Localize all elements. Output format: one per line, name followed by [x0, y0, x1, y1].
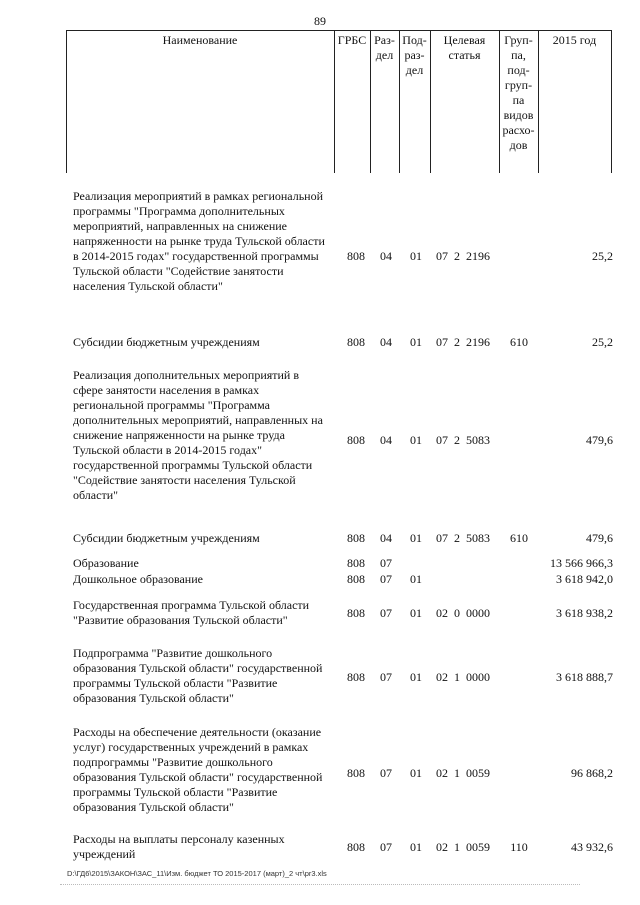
file-path-footer: D:\ГД6\2015\ЗАКОН\ЗАС_11\Изм. бюджет ТО 2015-2017 (март)_2 чт\pr3.xls [67, 869, 327, 878]
header-grbs: ГРБС [337, 33, 367, 47]
row-grbs: 808 [347, 606, 365, 620]
row-target [436, 531, 492, 546]
row-razdel: 04 [380, 531, 392, 545]
target-subprogram: 1 [454, 766, 460, 780]
row-razdel: 07 [380, 556, 392, 570]
target-subprogram: 2 [454, 249, 460, 263]
row-grbs: 808 [347, 572, 365, 586]
row-podrazdel: 01 [410, 249, 422, 263]
target-program: 02 [436, 840, 448, 854]
row-podrazdel: 01 [410, 840, 422, 854]
row-podrazdel: 01 [410, 335, 422, 349]
target-program: 07 [436, 433, 448, 447]
table-header [66, 30, 612, 173]
column-divider [538, 30, 539, 173]
row-target [436, 840, 492, 855]
target-program: 07 [436, 249, 448, 263]
target-direction: 5083 [466, 531, 490, 545]
row-grbs: 808 [347, 249, 365, 263]
row-grbs: 808 [347, 531, 365, 545]
row-target [436, 766, 492, 781]
target-subprogram: 2 [454, 433, 460, 447]
page-number: 89 [314, 14, 326, 28]
row-razdel: 04 [380, 335, 392, 349]
row-target [436, 433, 492, 448]
row-podrazdel: 01 [410, 766, 422, 780]
row-razdel: 07 [380, 606, 392, 620]
row-name: Реализация дополнительных мероприятий в сфере занятости населения в рамках региональной программы "Программа дополнительных мероприятий, направленных на снижение напряженности на рынке труда Тульской области в 2014-2015 годах" государственной программы Тульской области "Содействие занятости населения Тульской области" [73, 368, 323, 502]
header-podrazdel: Под- раз- дел [402, 33, 427, 77]
scan-artifact-line [60, 884, 580, 885]
row-razdel: 04 [380, 249, 392, 263]
row-grbs: 808 [347, 840, 365, 854]
row-grbs: 808 [347, 670, 365, 684]
row-podrazdel: 01 [410, 433, 422, 447]
row-amount: 13 566 966,3 [550, 556, 613, 570]
column-divider [611, 30, 612, 173]
row-amount: 3 618 942,0 [556, 572, 613, 586]
row-amount: 479,6 [586, 531, 613, 545]
row-grbs: 808 [347, 556, 365, 570]
header-name: Наименование [162, 33, 238, 47]
column-divider [334, 30, 335, 173]
header-target: Целевая статья [443, 33, 486, 62]
target-program: 07 [436, 531, 448, 545]
row-vid: 610 [510, 531, 528, 545]
row-podrazdel: 01 [410, 670, 422, 684]
header-group: Груп- па, под- груп- па видов расхо- дов [502, 33, 535, 152]
row-name: Дошкольное образование [73, 572, 203, 586]
row-razdel: 07 [380, 572, 392, 586]
row-name: Государственная программа Тульской области "Развитие образования Тульской области" [73, 598, 310, 627]
row-name: Образование [73, 556, 139, 570]
target-direction: 0059 [466, 766, 490, 780]
target-program: 07 [436, 335, 448, 349]
target-direction: 0059 [466, 840, 490, 854]
row-amount: 96 868,2 [571, 766, 613, 780]
target-direction: 0000 [466, 670, 490, 684]
row-target [436, 670, 492, 685]
row-name: Субсидии бюджетным учреждениям [73, 335, 260, 349]
row-amount: 3 618 938,2 [556, 606, 613, 620]
row-razdel: 07 [380, 766, 392, 780]
target-program: 02 [436, 606, 448, 620]
row-podrazdel: 01 [410, 531, 422, 545]
target-direction: 2196 [466, 249, 490, 263]
header-top-border [66, 30, 612, 31]
row-amount: 43 932,6 [571, 840, 613, 854]
row-target [436, 606, 492, 621]
target-subprogram: 0 [454, 606, 460, 620]
target-subprogram: 2 [454, 335, 460, 349]
target-subprogram: 2 [454, 531, 460, 545]
row-name: Реализация мероприятий в рамках региональной программы "Программа дополнительных мероприятий, направленных на снижение напряженности на рынке труда Тульской области в 2014-2015 годах" государственной программы Тульской области "Содействие занятости населения Тульской области" [73, 189, 325, 293]
target-program: 02 [436, 670, 448, 684]
row-podrazdel: 01 [410, 606, 422, 620]
row-target [436, 335, 492, 350]
target-program: 02 [436, 766, 448, 780]
row-vid: 610 [510, 335, 528, 349]
target-direction: 2196 [466, 335, 490, 349]
row-name: Субсидии бюджетным учреждениям [73, 531, 260, 545]
target-direction: 5083 [466, 433, 490, 447]
row-amount: 3 618 888,7 [556, 670, 613, 684]
row-grbs: 808 [347, 766, 365, 780]
row-amount: 25,2 [592, 335, 613, 349]
row-vid: 110 [510, 840, 528, 854]
row-razdel: 04 [380, 433, 392, 447]
row-amount: 479,6 [586, 433, 613, 447]
target-direction: 0000 [466, 606, 490, 620]
header-razdel: Раз- дел [374, 33, 395, 62]
row-name: Подпрограмма "Развитие дошкольного образования Тульской области" государственной программы Тульской области "Развитие образования Тульской области" [73, 646, 323, 705]
row-grbs: 808 [347, 433, 365, 447]
row-razdel: 07 [380, 840, 392, 854]
header-year: 2015 год [552, 33, 597, 47]
row-grbs: 808 [347, 335, 365, 349]
row-name: Расходы на обеспечение деятельности (оказание услуг) государственных учреждений в рамках подпрограммы "Развитие дошкольного образования Тульской области" государственной программы Тульской области "Развитие образования Тульской области" [73, 725, 323, 814]
row-razdel: 07 [380, 670, 392, 684]
row-podrazdel: 01 [410, 572, 422, 586]
column-divider [66, 30, 67, 173]
target-subprogram: 1 [454, 840, 460, 854]
target-subprogram: 1 [454, 670, 460, 684]
row-amount: 25,2 [592, 249, 613, 263]
row-target [436, 249, 492, 264]
row-name: Расходы на выплаты персоналу казенных учреждений [73, 832, 285, 861]
